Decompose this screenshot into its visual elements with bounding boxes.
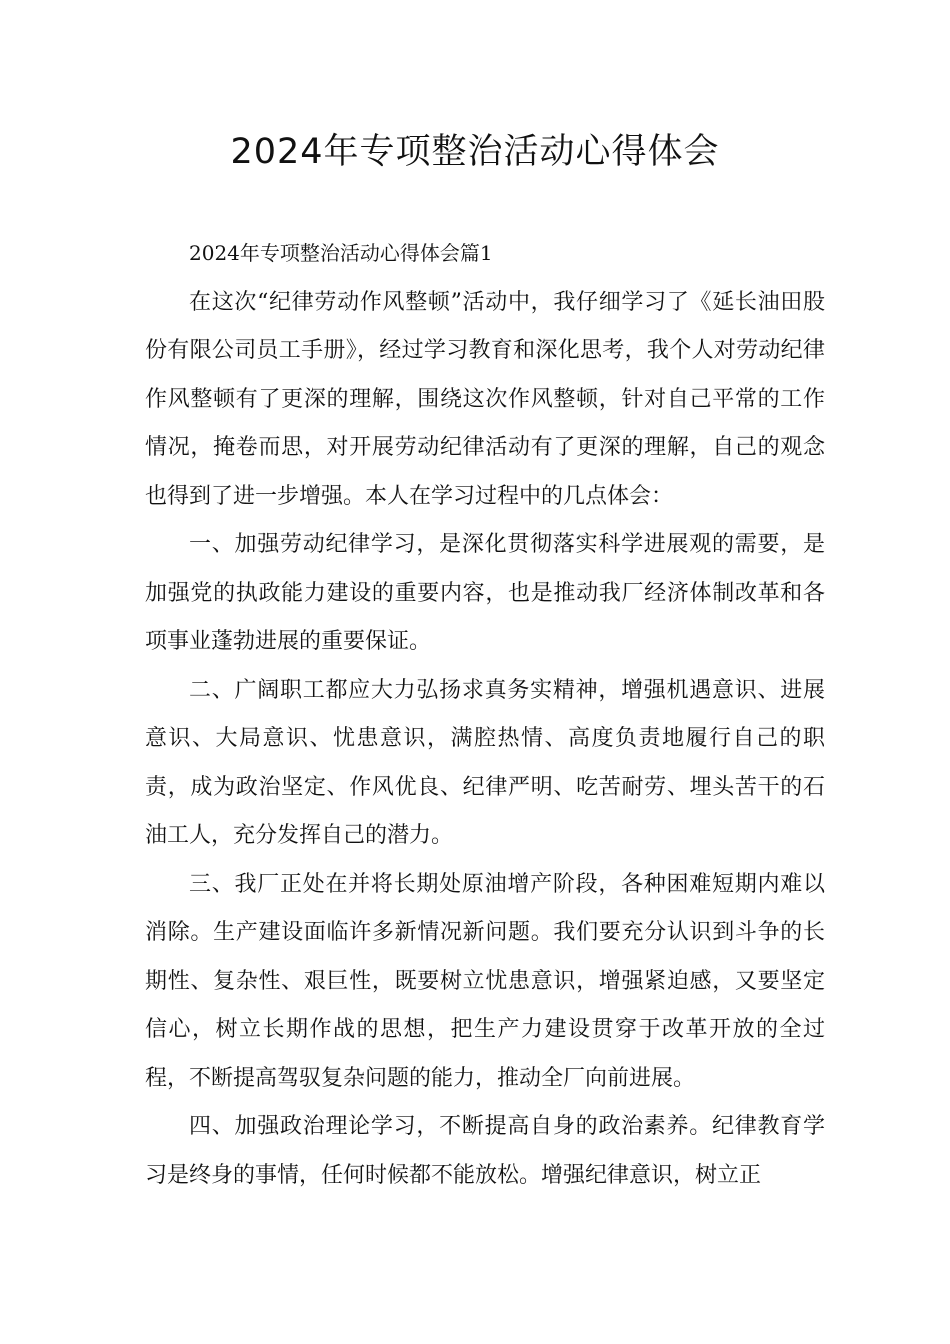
page-title: 2024年专项整治活动心得体会: [230, 132, 720, 172]
paragraph-intro: 在这次“纪律劳动作风整顿”活动中，我仔细学习了《延长油田股份有限公司员工手册》，经过学习教育和深化思考，我个人对劳动纪律作风整顿有了更深的理解，围绕这次作风整顿，针对自己平常的工作情况，掩卷而思，对开展劳动纪律活动有了更深的理解，自己的观念也得到了进一步增强。本人在学习过程中的几点体会：: [145, 289, 825, 509]
paragraph-point-4: 四、加强政治理论学习，不断提高自身的政治素养。纪律教育学习是终身的事情，任何时候都不能放松。增强纪律意识，树立正: [145, 1114, 825, 1188]
document-body: [145, 229, 825, 1200]
paragraph-point-3: 三、我厂正处在并将长期处原油增产阶段，各种困难短期内难以消除。生产建设面临许多新情况新问题。我们要充分认识到斗争的长期性、复杂性、艰巨性，既要树立忧患意识，增强紧迫感，又要坚定信心，树立长期作战的思想，把生产力建设贯穿于改革开放的全过程，不断提高驾驭复杂问题的能力，推动全厂向前进展。: [145, 871, 825, 1091]
paragraph-point-1: 一、加强劳动纪律学习，是深化贯彻落实科学进展观的需要，是加强党的执政能力建设的重要内容，也是推动我厂经济体制改革和各项事业蓬勃进展的重要保证。: [145, 532, 825, 654]
section-subtitle: 2024年专项整治活动心得体会篇1: [189, 241, 493, 265]
paragraph-point-2: 二、广阔职工都应大力弘扬求真务实精神，增强机遇意识、进展意识、大局意识、忧患意识，满腔热情、高度负责地履行自己的职责，成为政治坚定、作风优良、纪律严明、吃苦耐劳、埋头苦干的石油工人，充分发挥自己的潜力。: [145, 677, 825, 848]
